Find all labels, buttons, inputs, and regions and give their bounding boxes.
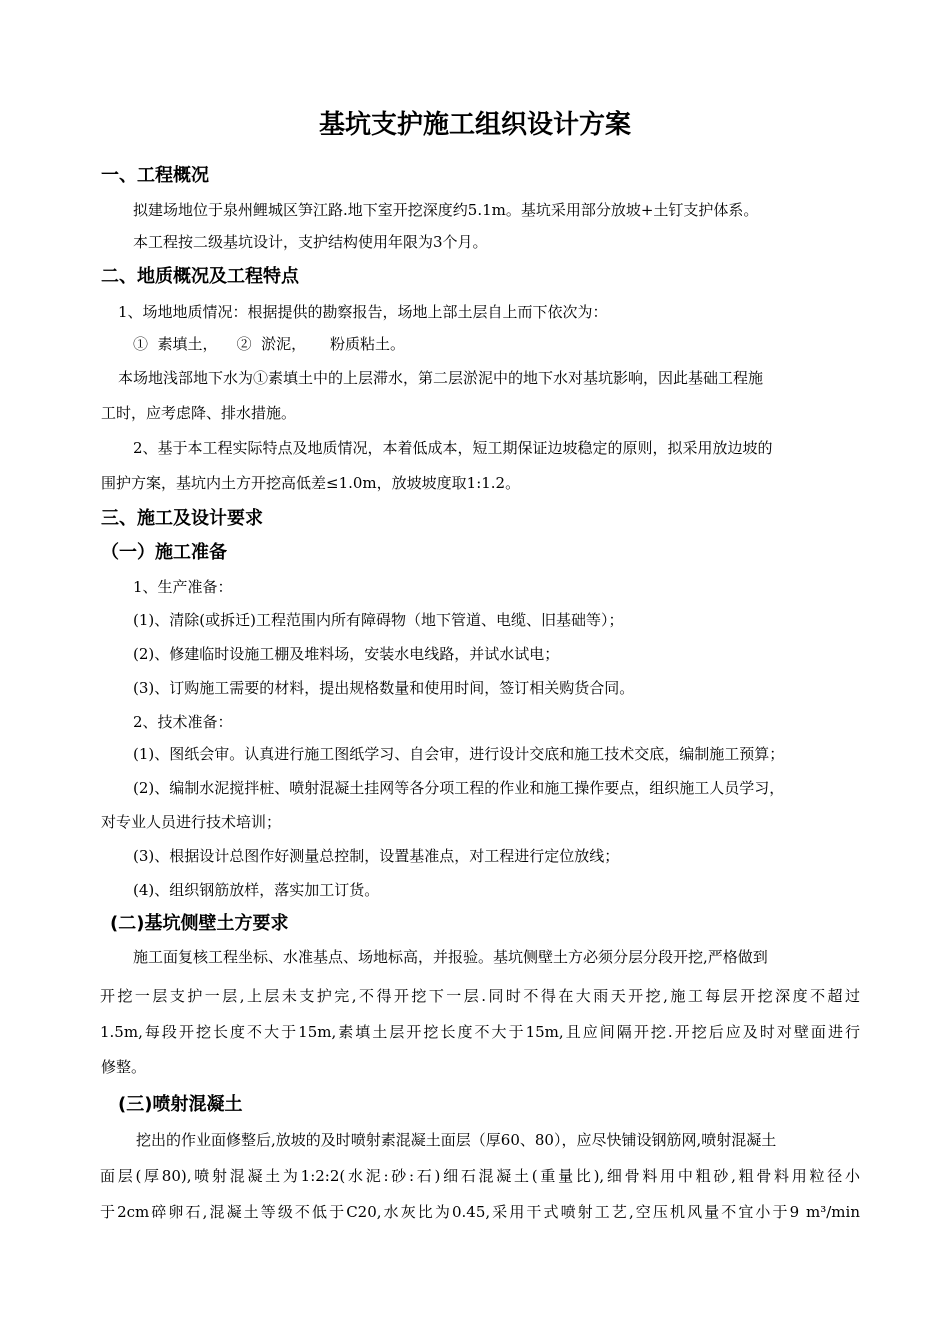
geology-item-2-line-1: 2、基于本工程实际特点及地质情况，本着低成本，短工期保证边坡稳定的原则，拟采用放边坡的 [133, 439, 773, 457]
technical-prep-item-1: (1)、图纸会审。认真进行施工图纸学习、自会审，进行设计交底和施工技术交底，编制施工预算； [133, 745, 785, 763]
production-prep-item-1: (1)、清除(或拆迁)工程范围内所有障碍物（地下管道、电缆、旧基础等）； [133, 611, 624, 629]
shotcrete-line-2: 面层(厚80),喷射混凝土为1:2:2(水泥:砂:石)细石混凝土(重量比),细骨料用中粗砂,粗骨料用粒径小 [100, 1167, 860, 1185]
excavation-line-3: 1.5m,每段开挖长度不大于15m,素填土层开挖长度不大于15m,且应间隔开挖.开挖后应及时对壁面进行 [100, 1023, 860, 1041]
overview-paragraph-site: 拟建场地位于泉州鲤城区笋江路.地下室开挖深度约5.1m。基坑采用部分放坡+土钉支护体系。 [133, 201, 759, 219]
shotcrete-line-3: 于2cm碎卵石,混凝土等级不低于C20,水灰比为0.45,采用干式喷射工艺,空压机风量不宜小于9 m³/min [100, 1203, 860, 1221]
section-heading-geology: 二、地质概况及工程特点 [101, 266, 299, 287]
geology-soil-layers: ① 素填土， ② 淤泥， 粉质粘土。 [133, 335, 405, 353]
subsection-heading-preparation: （一）施工准备 [101, 542, 227, 563]
technical-prep-item-2-line-1: (2)、编制水泥搅拌桩、喷射混凝土挂网等各分项工程的作业和施工操作要点，组织施工人员学习， [133, 779, 785, 797]
technical-prep-title: 2、技术准备： [133, 713, 233, 731]
technical-prep-item-4: (4)、组织钢筋放样，落实加工订货。 [133, 881, 380, 899]
document-title: 基坑支护施工组织设计方案 [318, 110, 631, 140]
geology-item-1: 1、场地地质情况：根据提供的勘察报告，场地上部土层自上而下依次为： [118, 303, 608, 321]
subsection-heading-excavation: (二)基坑侧壁土方要求 [110, 913, 289, 934]
shotcrete-line-1: 挖出的作业面修整后,放坡的及时喷射素混凝土面层（厚60、80），应尽快铺设钢筋网,喷射混凝土 [136, 1131, 777, 1149]
technical-prep-item-2-line-2: 对专业人员进行技术培训； [101, 813, 282, 831]
production-prep-item-2: (2)、修建临时设施工棚及堆料场，安装水电线路，并试水试电； [133, 645, 560, 663]
groundwater-line-1: 本场地浅部地下水为①素填土中的上层滞水，第二层淤泥中的地下水对基坑影响，因此基础工程施 [118, 369, 764, 387]
excavation-line-2: 开挖一层支护一层,上层未支护完,不得开挖下一层.同时不得在大雨天开挖,施工每层开挖深度不超过 [100, 987, 860, 1005]
groundwater-line-2: 工时，应考虑降、排水措施。 [101, 404, 297, 422]
excavation-line-4: 修整。 [101, 1058, 147, 1076]
subsection-heading-shotcrete: (三)喷射混凝土 [118, 1094, 243, 1115]
production-prep-item-3: (3)、订购施工需要的材料，提出规格数量和使用时间，签订相关购货合同。 [133, 679, 635, 697]
overview-paragraph-grade: 本工程按二级基坑设计，支护结构使用年限为3个月。 [133, 233, 488, 251]
section-heading-overview: 一、工程概况 [101, 165, 209, 186]
technical-prep-item-3: (3)、根据设计总图作好测量总控制，设置基准点，对工程进行定位放线； [133, 847, 620, 865]
geology-item-2-line-2: 围护方案，基坑内土方开挖高低差≤1.0m，放坡坡度取1:1.2。 [101, 474, 521, 492]
excavation-line-1: 施工面复核工程坐标、水准基点、场地标高，并报验。基坑侧壁土方必须分层分段开挖,严格做到 [133, 948, 768, 966]
production-prep-title: 1、生产准备： [133, 578, 233, 596]
section-heading-requirements: 三、施工及设计要求 [101, 508, 263, 529]
